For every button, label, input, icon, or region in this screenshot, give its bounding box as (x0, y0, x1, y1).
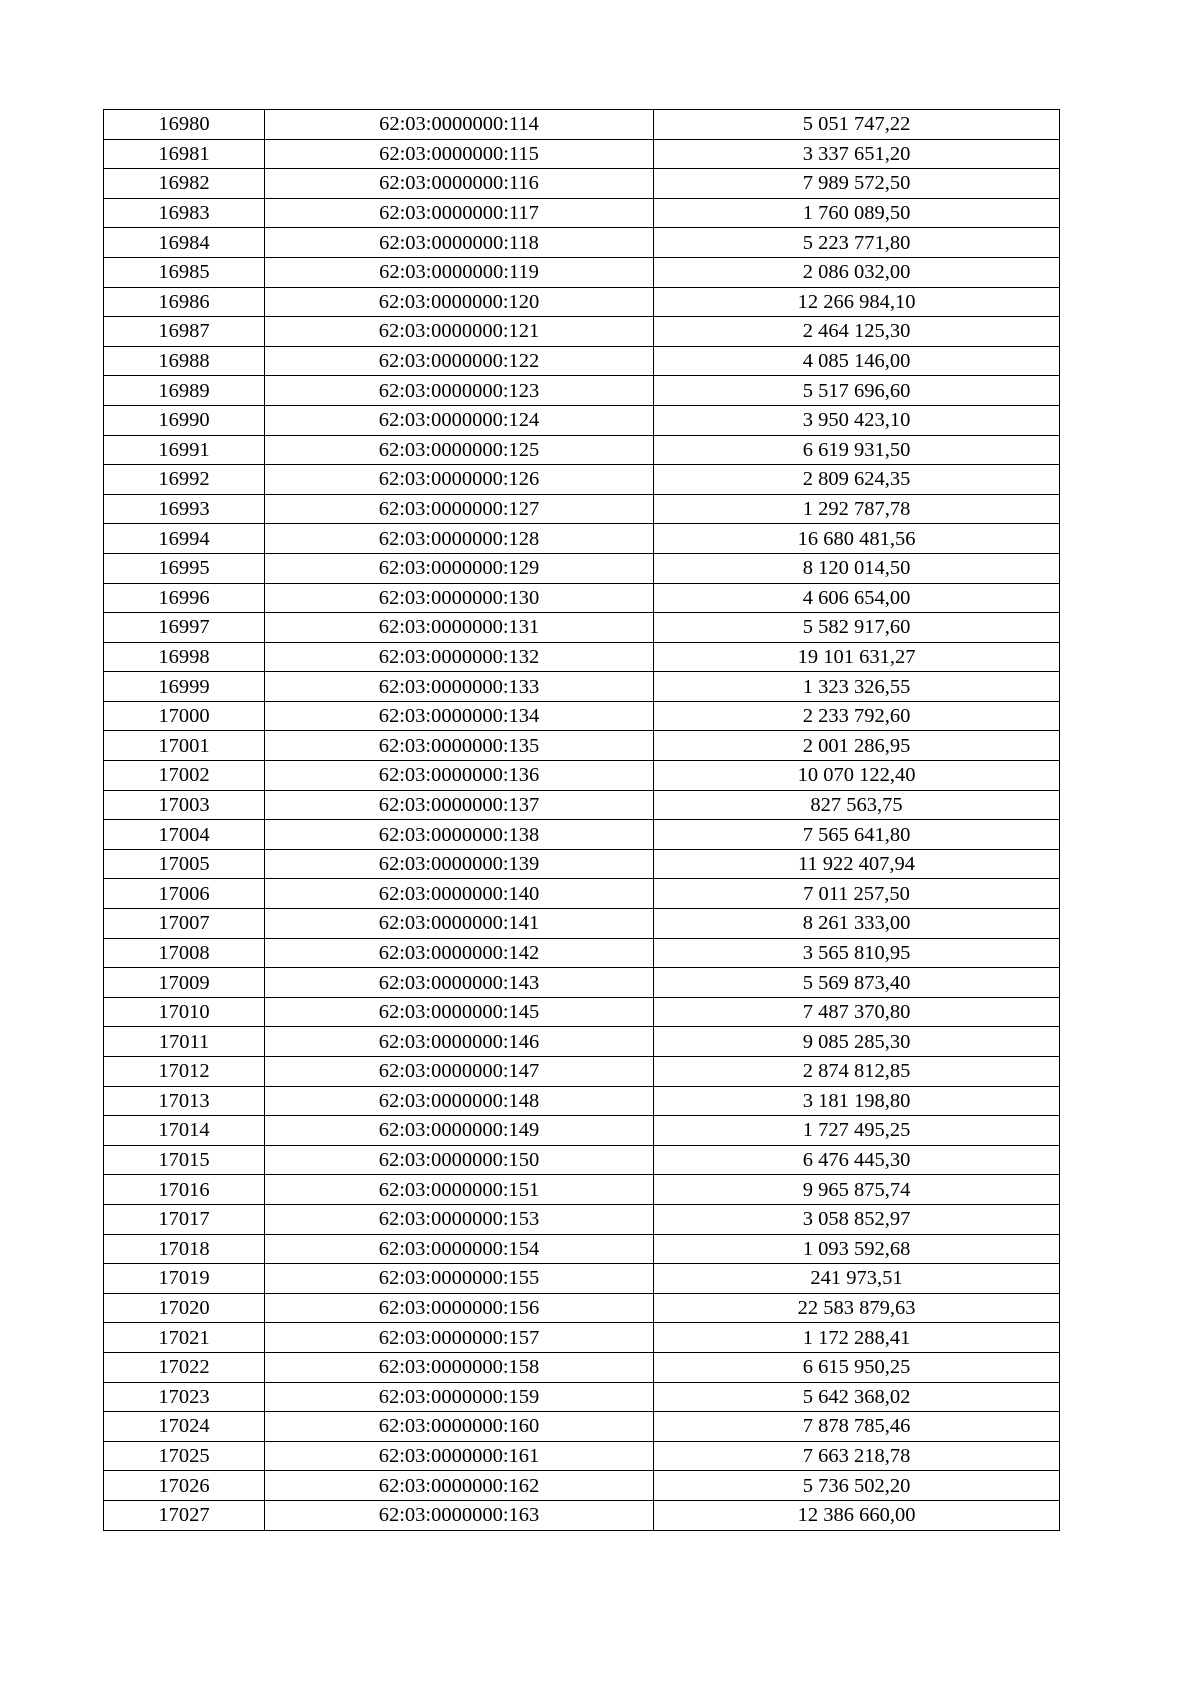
cadastral-number-cell: 62:03:0000000:129 (265, 553, 654, 583)
table-row (104, 761, 1060, 791)
row-number-cell: 16993 (104, 494, 265, 524)
row-number-cell: 17003 (104, 790, 265, 820)
table-row (104, 672, 1060, 702)
row-number-cell: 16998 (104, 642, 265, 672)
table-row (104, 731, 1060, 761)
row-number-cell: 17017 (104, 1204, 265, 1234)
table-row (104, 849, 1060, 879)
row-number-cell: 16991 (104, 435, 265, 465)
cadastral-number-cell: 62:03:0000000:150 (265, 1145, 654, 1175)
table-row (104, 1264, 1060, 1294)
cadastral-number-cell: 62:03:0000000:130 (265, 583, 654, 613)
table-row (104, 1352, 1060, 1382)
table-row (104, 820, 1060, 850)
cadastral-value-cell: 1 172 288,41 (654, 1323, 1060, 1353)
cadastral-value-cell: 3 950 423,10 (654, 405, 1060, 435)
row-number-cell: 17013 (104, 1086, 265, 1116)
cadastral-value-cell: 9 965 875,74 (654, 1175, 1060, 1205)
table-row (104, 1086, 1060, 1116)
table-row (104, 1057, 1060, 1087)
row-number-cell: 17002 (104, 761, 265, 791)
table-row (104, 110, 1060, 140)
cadastral-number-cell: 62:03:0000000:117 (265, 198, 654, 228)
cadastral-number-cell: 62:03:0000000:127 (265, 494, 654, 524)
table-row (104, 938, 1060, 968)
row-number-cell: 17019 (104, 1264, 265, 1294)
cadastral-number-cell: 62:03:0000000:148 (265, 1086, 654, 1116)
cadastral-number-cell: 62:03:0000000:132 (265, 642, 654, 672)
cadastral-number-cell: 62:03:0000000:126 (265, 465, 654, 495)
row-number-cell: 16987 (104, 317, 265, 347)
table-row (104, 701, 1060, 731)
table-row (104, 139, 1060, 169)
cadastral-number-cell: 62:03:0000000:122 (265, 346, 654, 376)
cadastral-value-cell: 5 569 873,40 (654, 968, 1060, 998)
table-row (104, 1116, 1060, 1146)
cadastral-value-cell: 5 582 917,60 (654, 613, 1060, 643)
cadastral-value-cell: 2 809 624,35 (654, 465, 1060, 495)
table-row (104, 1500, 1060, 1530)
table-row (104, 1204, 1060, 1234)
table-row (104, 317, 1060, 347)
cadastral-number-cell: 62:03:0000000:121 (265, 317, 654, 347)
cadastral-value-cell: 11 922 407,94 (654, 849, 1060, 879)
row-number-cell: 16983 (104, 198, 265, 228)
cadastral-number-cell: 62:03:0000000:162 (265, 1471, 654, 1501)
cadastral-number-cell: 62:03:0000000:157 (265, 1323, 654, 1353)
row-number-cell: 16984 (104, 228, 265, 258)
cadastral-value-cell: 8 120 014,50 (654, 553, 1060, 583)
row-number-cell: 16982 (104, 169, 265, 199)
cadastral-number-cell: 62:03:0000000:146 (265, 1027, 654, 1057)
row-number-cell: 17020 (104, 1293, 265, 1323)
table-row (104, 1323, 1060, 1353)
table-row (104, 257, 1060, 287)
cadastral-value-cell: 4 085 146,00 (654, 346, 1060, 376)
cadastral-number-cell: 62:03:0000000:158 (265, 1352, 654, 1382)
row-number-cell: 17011 (104, 1027, 265, 1057)
cadastral-value-cell: 6 619 931,50 (654, 435, 1060, 465)
row-number-cell: 17005 (104, 849, 265, 879)
cadastral-value-cell: 7 011 257,50 (654, 879, 1060, 909)
cadastral-value-cell: 5 736 502,20 (654, 1471, 1060, 1501)
table-row (104, 1293, 1060, 1323)
cadastral-value-cell: 241 973,51 (654, 1264, 1060, 1294)
row-number-cell: 17008 (104, 938, 265, 968)
cadastral-number-cell: 62:03:0000000:136 (265, 761, 654, 791)
table-row (104, 1471, 1060, 1501)
table-row (104, 790, 1060, 820)
cadastral-value-cell: 5 051 747,22 (654, 110, 1060, 140)
cadastral-value-cell: 2 001 286,95 (654, 731, 1060, 761)
cadastral-number-cell: 62:03:0000000:145 (265, 997, 654, 1027)
row-number-cell: 17010 (104, 997, 265, 1027)
table-row (104, 1027, 1060, 1057)
row-number-cell: 17014 (104, 1116, 265, 1146)
row-number-cell: 17009 (104, 968, 265, 998)
cadastral-number-cell: 62:03:0000000:149 (265, 1116, 654, 1146)
row-number-cell: 16992 (104, 465, 265, 495)
cadastral-value-cell: 2 233 792,60 (654, 701, 1060, 731)
cadastral-number-cell: 62:03:0000000:160 (265, 1412, 654, 1442)
table-row (104, 879, 1060, 909)
cadastral-number-cell: 62:03:0000000:114 (265, 110, 654, 140)
cadastral-number-cell: 62:03:0000000:128 (265, 524, 654, 554)
table-row (104, 1234, 1060, 1264)
cadastral-number-cell: 62:03:0000000:141 (265, 909, 654, 939)
row-number-cell: 16985 (104, 257, 265, 287)
cadastral-number-cell: 62:03:0000000:139 (265, 849, 654, 879)
cadastral-value-cell: 3 058 852,97 (654, 1204, 1060, 1234)
cadastral-number-cell: 62:03:0000000:142 (265, 938, 654, 968)
row-number-cell: 17006 (104, 879, 265, 909)
table-row (104, 287, 1060, 317)
row-number-cell: 17021 (104, 1323, 265, 1353)
cadastral-number-cell: 62:03:0000000:163 (265, 1500, 654, 1530)
table-row (104, 494, 1060, 524)
row-number-cell: 17026 (104, 1471, 265, 1501)
table-row (104, 465, 1060, 495)
table-row (104, 1412, 1060, 1442)
row-number-cell: 17025 (104, 1441, 265, 1471)
cadastral-value-cell: 1 323 326,55 (654, 672, 1060, 702)
cadastral-value-cell: 7 487 370,80 (654, 997, 1060, 1027)
cadastral-number-cell: 62:03:0000000:140 (265, 879, 654, 909)
table-row (104, 968, 1060, 998)
row-number-cell: 17001 (104, 731, 265, 761)
cadastral-value-cell: 9 085 285,30 (654, 1027, 1060, 1057)
row-number-cell: 16999 (104, 672, 265, 702)
cadastral-value-cell: 7 878 785,46 (654, 1412, 1060, 1442)
cadastral-value-cell: 2 874 812,85 (654, 1057, 1060, 1087)
cadastral-value-cell: 6 615 950,25 (654, 1352, 1060, 1382)
cadastral-value-cell: 3 181 198,80 (654, 1086, 1060, 1116)
table-row (104, 169, 1060, 199)
cadastral-value-cell: 22 583 879,63 (654, 1293, 1060, 1323)
cadastral-number-cell: 62:03:0000000:143 (265, 968, 654, 998)
table-row (104, 997, 1060, 1027)
cadastral-number-cell: 62:03:0000000:155 (265, 1264, 654, 1294)
cadastral-number-cell: 62:03:0000000:115 (265, 139, 654, 169)
cadastral-value-cell: 7 989 572,50 (654, 169, 1060, 199)
row-number-cell: 16989 (104, 376, 265, 406)
table-row (104, 524, 1060, 554)
row-number-cell: 17012 (104, 1057, 265, 1087)
cadastral-value-cell: 1 727 495,25 (654, 1116, 1060, 1146)
cadastral-number-cell: 62:03:0000000:123 (265, 376, 654, 406)
table-row (104, 405, 1060, 435)
table-row (104, 198, 1060, 228)
cadastral-number-cell: 62:03:0000000:124 (265, 405, 654, 435)
cadastral-number-cell: 62:03:0000000:147 (265, 1057, 654, 1087)
cadastral-value-cell: 1 760 089,50 (654, 198, 1060, 228)
row-number-cell: 17015 (104, 1145, 265, 1175)
row-number-cell: 17024 (104, 1412, 265, 1442)
row-number-cell: 17007 (104, 909, 265, 939)
row-number-cell: 16986 (104, 287, 265, 317)
cadastral-value-cell: 7 565 641,80 (654, 820, 1060, 850)
row-number-cell: 17004 (104, 820, 265, 850)
table-row (104, 1175, 1060, 1205)
cadastral-number-cell: 62:03:0000000:151 (265, 1175, 654, 1205)
cadastral-value-cell: 3 565 810,95 (654, 938, 1060, 968)
row-number-cell: 16988 (104, 346, 265, 376)
cadastral-value-cell: 6 476 445,30 (654, 1145, 1060, 1175)
cadastral-value-cell: 2 086 032,00 (654, 257, 1060, 287)
row-number-cell: 16990 (104, 405, 265, 435)
cadastral-value-cell: 8 261 333,00 (654, 909, 1060, 939)
cadastral-value-cell: 10 070 122,40 (654, 761, 1060, 791)
cadastral-value-cell: 4 606 654,00 (654, 583, 1060, 613)
table-row (104, 346, 1060, 376)
cadastral-value-cell: 1 292 787,78 (654, 494, 1060, 524)
row-number-cell: 16996 (104, 583, 265, 613)
cadastral-number-cell: 62:03:0000000:138 (265, 820, 654, 850)
row-number-cell: 17018 (104, 1234, 265, 1264)
cadastral-number-cell: 62:03:0000000:135 (265, 731, 654, 761)
table-row (104, 435, 1060, 465)
cadastral-number-cell: 62:03:0000000:131 (265, 613, 654, 643)
cadastral-value-table (103, 109, 1060, 1531)
table-row (104, 1145, 1060, 1175)
row-number-cell: 16981 (104, 139, 265, 169)
cadastral-number-cell: 62:03:0000000:125 (265, 435, 654, 465)
table-row (104, 613, 1060, 643)
row-number-cell: 17022 (104, 1352, 265, 1382)
cadastral-value-cell: 827 563,75 (654, 790, 1060, 820)
table-row (104, 642, 1060, 672)
cadastral-value-cell: 19 101 631,27 (654, 642, 1060, 672)
row-number-cell: 16997 (104, 613, 265, 643)
cadastral-number-cell: 62:03:0000000:118 (265, 228, 654, 258)
cadastral-value-cell: 3 337 651,20 (654, 139, 1060, 169)
row-number-cell: 16980 (104, 110, 265, 140)
cadastral-value-cell: 2 464 125,30 (654, 317, 1060, 347)
cadastral-value-cell: 7 663 218,78 (654, 1441, 1060, 1471)
cadastral-value-cell: 5 642 368,02 (654, 1382, 1060, 1412)
table-row (104, 583, 1060, 613)
cadastral-number-cell: 62:03:0000000:153 (265, 1204, 654, 1234)
cadastral-number-cell: 62:03:0000000:120 (265, 287, 654, 317)
cadastral-number-cell: 62:03:0000000:161 (265, 1441, 654, 1471)
cadastral-value-cell: 12 386 660,00 (654, 1500, 1060, 1530)
table-row (104, 1441, 1060, 1471)
cadastral-value-cell: 1 093 592,68 (654, 1234, 1060, 1264)
row-number-cell: 17027 (104, 1500, 265, 1530)
cadastral-number-cell: 62:03:0000000:154 (265, 1234, 654, 1264)
table-row (104, 1382, 1060, 1412)
cadastral-value-cell: 16 680 481,56 (654, 524, 1060, 554)
cadastral-number-cell: 62:03:0000000:156 (265, 1293, 654, 1323)
cadastral-value-cell: 5 517 696,60 (654, 376, 1060, 406)
cadastral-number-cell: 62:03:0000000:137 (265, 790, 654, 820)
cadastral-number-cell: 62:03:0000000:133 (265, 672, 654, 702)
table-row (104, 553, 1060, 583)
cadastral-number-cell: 62:03:0000000:116 (265, 169, 654, 199)
table-row (104, 909, 1060, 939)
cadastral-value-cell: 5 223 771,80 (654, 228, 1060, 258)
row-number-cell: 17016 (104, 1175, 265, 1205)
row-number-cell: 16995 (104, 553, 265, 583)
row-number-cell: 17023 (104, 1382, 265, 1412)
table-row (104, 228, 1060, 258)
row-number-cell: 17000 (104, 701, 265, 731)
cadastral-number-cell: 62:03:0000000:159 (265, 1382, 654, 1412)
table-row (104, 376, 1060, 406)
cadastral-number-cell: 62:03:0000000:119 (265, 257, 654, 287)
cadastral-number-cell: 62:03:0000000:134 (265, 701, 654, 731)
cadastral-value-cell: 12 266 984,10 (654, 287, 1060, 317)
table-body (104, 110, 1060, 1531)
row-number-cell: 16994 (104, 524, 265, 554)
